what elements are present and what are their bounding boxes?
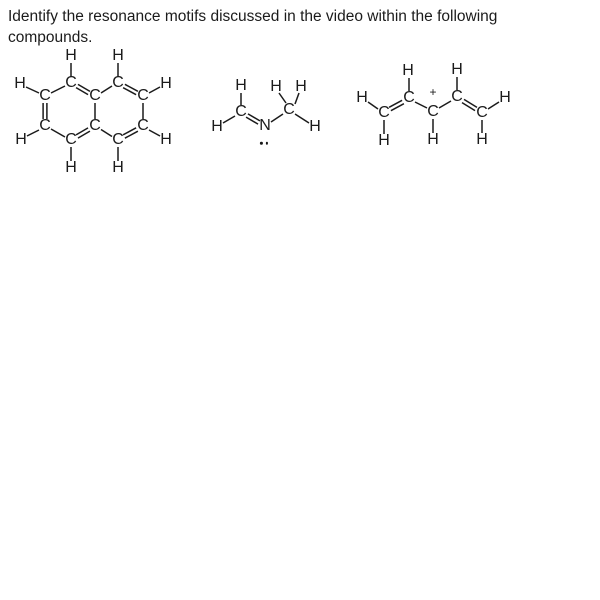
single-bond-line bbox=[271, 114, 283, 122]
atom-H: H bbox=[65, 47, 77, 64]
atom-H: H bbox=[160, 131, 172, 148]
single-bond-line bbox=[368, 102, 378, 109]
atom-H: H bbox=[309, 118, 321, 135]
atom-C: C bbox=[476, 104, 488, 121]
single-bond-line bbox=[51, 129, 65, 137]
atom-H: H bbox=[427, 131, 439, 148]
double-bond-line bbox=[462, 103, 475, 111]
atom-C: C bbox=[235, 103, 247, 120]
atom-C: C bbox=[65, 131, 77, 148]
atom-C: C bbox=[112, 74, 124, 91]
question-line-1: Identify the resonance motifs discussed in the video within the following bbox=[8, 8, 498, 25]
single-bond-line bbox=[51, 86, 65, 93]
single-bond-line bbox=[415, 102, 427, 108]
single-bond-line bbox=[279, 93, 286, 103]
atom-H: H bbox=[112, 159, 124, 176]
atom-C: C bbox=[89, 87, 101, 104]
atom-H: H bbox=[65, 159, 77, 176]
single-bond-line bbox=[101, 86, 112, 93]
single-bond-line bbox=[439, 101, 451, 108]
atom-H: H bbox=[211, 118, 223, 135]
single-bond-line bbox=[295, 114, 309, 123]
atom-H: H bbox=[402, 62, 414, 79]
atom-H: H bbox=[270, 78, 282, 95]
atom-C: C bbox=[451, 88, 463, 105]
double-bond-line bbox=[464, 99, 477, 107]
atom-C: C bbox=[137, 117, 149, 134]
atom-C: C bbox=[65, 74, 77, 91]
atom-C: C bbox=[112, 131, 124, 148]
atom-C: C bbox=[427, 103, 439, 120]
atom-C: C bbox=[39, 117, 51, 134]
atom-H: H bbox=[295, 78, 307, 95]
single-bond-line bbox=[149, 87, 160, 93]
question-line-2: compounds. bbox=[8, 29, 93, 46]
atom-C: C bbox=[283, 101, 295, 118]
atom-H: H bbox=[160, 75, 172, 92]
atom-C: C bbox=[378, 104, 390, 121]
atom-H: H bbox=[112, 47, 124, 64]
atom-H: H bbox=[14, 75, 26, 92]
atom-H: H bbox=[476, 131, 488, 148]
single-bond-line bbox=[295, 93, 299, 104]
atom-H: H bbox=[499, 89, 511, 106]
atom-C: C bbox=[39, 87, 51, 104]
single-bond-line bbox=[26, 87, 39, 93]
single-bond-line bbox=[488, 102, 499, 109]
atom-H: H bbox=[15, 131, 27, 148]
atom-H: H bbox=[356, 89, 368, 106]
atom-C: C bbox=[403, 89, 415, 106]
single-bond-line bbox=[223, 116, 235, 123]
atom-H: H bbox=[378, 132, 390, 149]
atom-H: H bbox=[235, 77, 247, 94]
atom-H: H bbox=[451, 61, 463, 78]
atom-C: C bbox=[137, 87, 149, 104]
single-bond-line bbox=[101, 130, 112, 137]
atom-N: N bbox=[259, 117, 271, 134]
atom-C: C bbox=[89, 117, 101, 134]
single-bond-line bbox=[149, 130, 160, 136]
positive-charge: + bbox=[429, 85, 437, 99]
single-bond-line bbox=[27, 130, 39, 136]
